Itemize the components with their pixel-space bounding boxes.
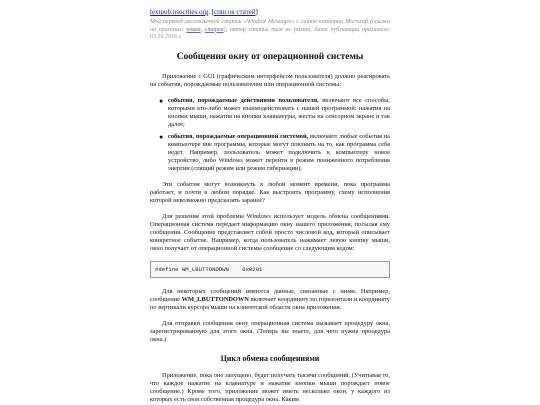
paragraph-message-data bbox=[150, 288, 390, 312]
article-page bbox=[150, 8, 390, 405]
paragraph-message-model: Для решения этой проблемы Windows использует модель обмена сообщениями. Операционная система передает информацию окну нашего приложения, посылая ему сообщения. Сообщение представляет собой просто числовой код, который описывает конкретное событие. Например, когда пользователь нажимает левую кнопку мыши, окно получает от операционной системы сообщение со следующим кодом: bbox=[150, 212, 390, 252]
top-navigation bbox=[150, 8, 390, 17]
section-heading-message-loop: Цикл обмена сообщениями bbox=[220, 353, 320, 363]
list-item-text: включают все способы, которыми кто-либо может взаимодействовать с нашей программой: нажатия на кнопки мыши, нажатия на кнопки клавиатуры, жесты на сенсорном экране и так далее; bbox=[168, 96, 390, 128]
code-block: #define WM_LBUTTONDOWN 0x0201 bbox=[150, 261, 390, 278]
p3-after: включает координату по горизонтали и координату по вертикали курсора мыши на клиентской области окна приложения. bbox=[150, 295, 390, 311]
paragraph-events-timing: Эти события могут возникнуть в любой момент времени, пока программа работает, и почти в любом порядке. Как выстроить программу, схему исполнения которой невозможно предсказать заранее? bbox=[150, 180, 390, 204]
original-old-link[interactable]: старая bbox=[204, 26, 224, 33]
bullet-icon: ● bbox=[159, 132, 164, 141]
page-title: Сообщения окну от операционной системы bbox=[176, 51, 364, 62]
bracket-close: ] bbox=[255, 8, 258, 16]
intro-paragraph: Приложение с GUI (графическим интерфейсом пользователя) должно реагировать на события, порождаемые пользователем или операционной системы: bbox=[150, 72, 390, 88]
note-text-before: Мой перевод англоязычной статьи «Window Messages» с сайта компании Microsoft (ссылки на оригинал: bbox=[150, 19, 390, 33]
paragraph-message-loop: Приложение, пока оно запущено, будет получать тысячи сообщений. (Учитывая то, что каждое нажатие на клавиатуре и нажатие кнопки мыши порождает новое сообщение.) Кроме того, приложение может иметь несколько окон, у каждого из которых есть своя собственная процедура окна. Каким bbox=[150, 371, 390, 403]
note-text-after: ), автор статьи там не указан, дата публикации оригинала: 03.10.2016 г. bbox=[150, 26, 390, 40]
bullet-icon: ● bbox=[159, 96, 164, 105]
event-types-list bbox=[150, 97, 390, 173]
list-item-text: включают любые события на компьютере вне программы, которые могут повлиять на то, как программа себя ведет. Например, пользователь может подключить к компьютеру новое устройство, либо Windows может перейти в режим пониженного потребления энергии (спящий режим или режим гибернации). bbox=[168, 132, 390, 172]
note-comma: , bbox=[200, 26, 203, 33]
wm-lbuttondown-term: WM_LBUTTONDOWN bbox=[181, 295, 249, 303]
site-link[interactable]: textpub.nsocities.org bbox=[150, 8, 209, 16]
p3-before: Для некоторых сообщений имеются данные, связанные с ними. Например, сообщение bbox=[150, 287, 390, 303]
paragraph-window-procedure: Для отправки сообщения окну операционная система вызывает процедуру окна, зарегистрированную для этого окна. (Теперь вы знаете, для чего нужна процедура окна.) bbox=[150, 319, 390, 343]
list-item-bold: события, порождаемые действиями пользователя, bbox=[168, 96, 319, 104]
list-item bbox=[159, 96, 390, 129]
nav-separator: . bbox=[208, 8, 210, 16]
list-item bbox=[159, 132, 390, 173]
original-new-link[interactable]: новая bbox=[186, 26, 201, 33]
translation-note bbox=[150, 19, 390, 42]
list-item-bold: события, порождаемые операционной системой, bbox=[168, 132, 309, 140]
articles-list-link[interactable]: список статей bbox=[214, 8, 256, 16]
bracket-open: [ bbox=[211, 8, 215, 16]
